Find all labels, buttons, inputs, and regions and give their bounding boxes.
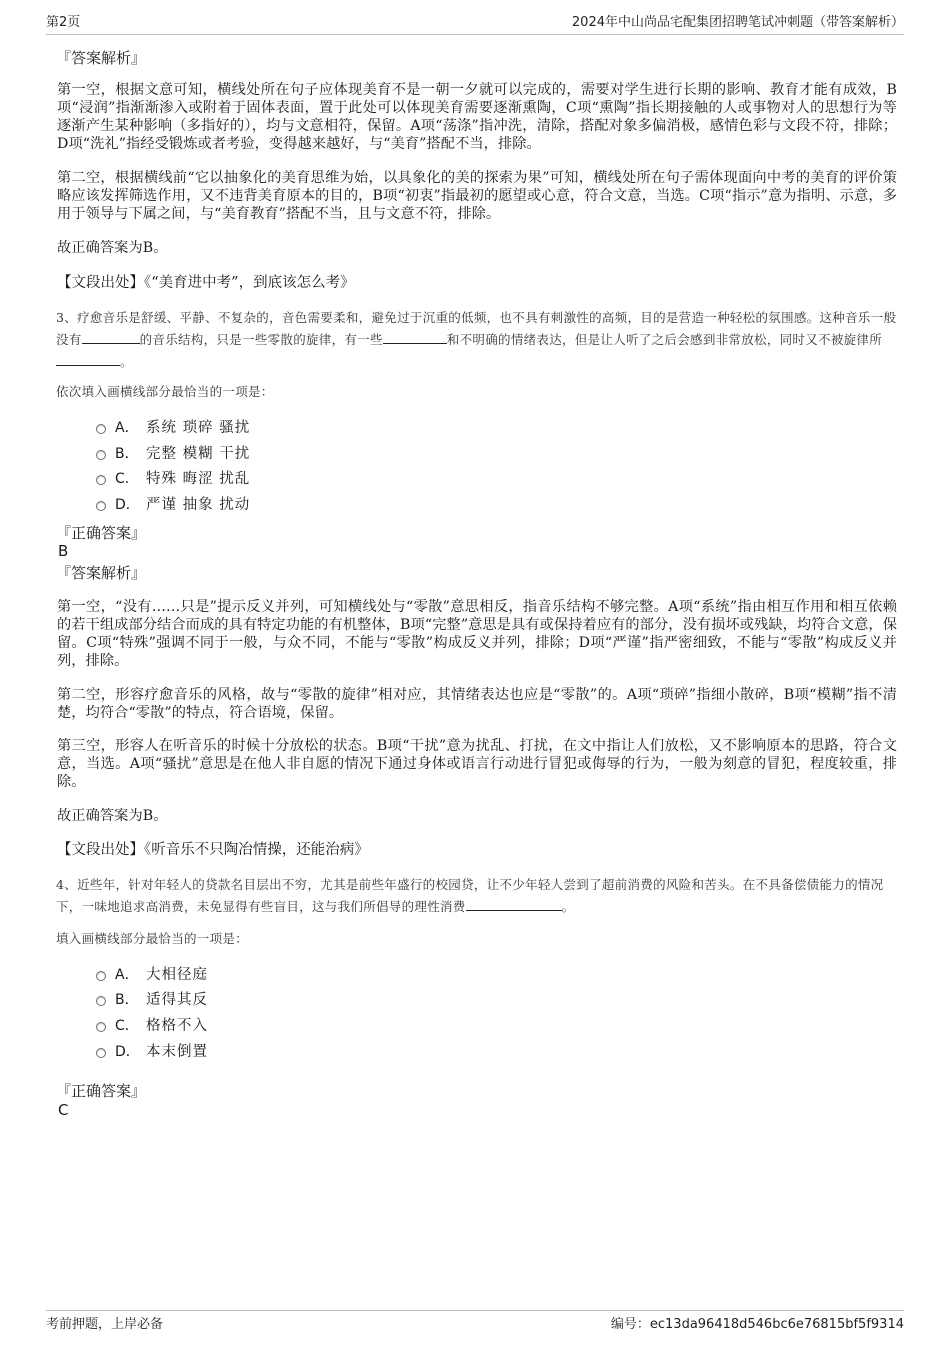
option-text: 系统 琐碎 骚扰: [146, 420, 251, 436]
analysis-label: 『答案解析』: [56, 564, 147, 582]
option-text: 特殊 晦涩 扰乱: [146, 471, 251, 487]
analysis-conclusion: 故正确答案为B。: [57, 240, 168, 256]
analysis-paragraph: 第一空，根据文意可知，横线处所在句子应体现美育不是一朝一夕就可以完成的，需要对学生进行长期的影响、教育才能有成效，B项“浸润”指渐渐渗入或附着于固体表面，置于此处可以体现美育需要逐渐熏陶，C项“熏陶”指长期接触的人或事物对人的思想行为等逐渐产生某种影响（多指好的），均与文意相符，保留。A项“荡涤”指冲洗，清除，搭配对象多偏消极，感情色彩与文段不符，排除；D项“洗礼”指经受锻炼或者考验，变得越来越好，与“美育”搭配不当，排除。: [57, 82, 897, 152]
option-letter: C．: [115, 471, 139, 487]
page-header: [46, 14, 904, 35]
page-number: 第2页: [46, 15, 81, 30]
option-letter: A．: [115, 420, 139, 436]
radio-button[interactable]: [96, 1048, 106, 1058]
radio-button[interactable]: [96, 475, 106, 485]
question-prompt: 依次填入画横线部分最恰当的一项是：: [56, 384, 274, 399]
correct-answer-label: 『正确答案』: [56, 524, 147, 542]
question-prompt: 填入画横线部分最恰当的一项是：: [56, 931, 249, 946]
option-letter: B．: [115, 446, 139, 462]
option-text: 格格不入: [146, 1018, 208, 1034]
fill-blank: [82, 329, 140, 344]
analysis-label: 『答案解析』: [56, 49, 147, 67]
radio-button[interactable]: [96, 450, 106, 460]
option-letter: C．: [115, 1018, 139, 1034]
option-letter: D．: [115, 1044, 140, 1060]
source-prefix: 【文段出处】: [57, 275, 144, 291]
correct-answer-label: 『正确答案』: [56, 1082, 147, 1100]
radio-button[interactable]: [96, 1022, 106, 1032]
source-citation: [57, 273, 355, 293]
radio-button[interactable]: [96, 971, 106, 981]
question-stem: 3、疗愈音乐是舒缓、平静、不复杂的，音色需要柔和，避免过于沉重的低频，也不具有刺激性的高频，目的是营造一种轻松的氛围感。这种音乐一般没有 的音乐结构，只是一些零散的旋律，有一些 和不明确的情绪表达，但是让人听了之后会感到非常放松，同时又不被旋律所。: [56, 310, 897, 369]
question-number: 3、: [56, 310, 78, 325]
document-id: 编号：ec13da96418d546bc6e76815bf5f9314: [610, 1317, 904, 1332]
radio-button[interactable]: [96, 424, 106, 434]
option-text: 大相径庭: [146, 967, 208, 983]
correct-answer: B: [58, 542, 69, 560]
correct-answer: C: [58, 1101, 69, 1119]
option-letter: A．: [115, 967, 139, 983]
analysis-paragraph: 第二空，根据横线前“它以抽象化的美育思维为始，以具象化的美的探索为果”可知，横线处所在句子需体现面向中考的美育的评价策略应该发挥筛选作用，又不违背美育原本的目的，B项“初衷”指最初的愿望或心意，符合文意，当选。C项“指示”意为指明、示意，多用于领导与下属之间，与“美育教育”搭配不当，且与文意不符，排除。: [57, 170, 897, 222]
radio-button[interactable]: [96, 996, 106, 1006]
source-citation: [57, 840, 369, 860]
option-text: 本末倒置: [146, 1044, 208, 1060]
fill-blank: [383, 329, 447, 344]
question-stem: 4、近些年，针对年轻人的贷款名目层出不穷，尤其是前些年盛行的校园贷，让不少年轻人尝到了超前消费的风险和苦头。在不具备偿债能力的情况下，一味地追求高消费，未免显得有些盲目，这与我们所倡导的理性消费 。: [56, 877, 884, 914]
fill-blank: [466, 896, 562, 911]
analysis-paragraph: 第二空，形容疗愈音乐的风格，故与“零散的旋律”相对应，其情绪表达也应是“零散”的。A项“琐碎”指细小散碎，B项“模糊”指不清楚，均符合“零散”的特点，符合语境，保留。: [57, 687, 897, 721]
footer-slogan: 考前押题，上岸必备: [46, 1317, 164, 1332]
question-number: 4、: [56, 877, 78, 892]
option-text: 完整 模糊 干扰: [146, 446, 251, 462]
analysis-paragraph: 第一空，“没有……只是”提示反义并列，可知横线处与“零散”意思相反，指音乐结构不够完整。A项“系统”指由相互作用和相互依赖的若干组成部分结合而成的具有特定功能的有机整体，B项“完整”意思是具有或保持着应有的部分，没有损坏或残缺，均符合文意，保留。C项“特殊”强调不同于一般，与众不同，不能与“零散”构成反义并列，排除；D项“严谨”指严密细致，不能与“零散”构成反义并列，排除。: [57, 599, 897, 669]
option-letter: D．: [115, 497, 140, 513]
option-text: 适得其反: [146, 992, 208, 1008]
fill-blank: [56, 351, 120, 366]
page-footer: [46, 1310, 904, 1337]
source-prefix: 【文段出处】: [57, 842, 144, 858]
source-title: 《“美育进中考”，到底该怎么考》: [144, 275, 355, 291]
document-title: 2024年中山尚品宅配集团招聘笔试冲刺题（带答案解析）: [571, 15, 904, 30]
radio-button[interactable]: [96, 501, 106, 511]
source-title: 《听音乐不只陶冶情操，还能治病》: [144, 842, 369, 858]
analysis-paragraph: 第三空，形容人在听音乐的时候十分放松的状态。B项“干扰”意为扰乱、打扰，在文中指让人们放松，又不影响原本的思路，符合文意，当选。A项“骚扰”意思是在他人非自愿的情况下通过身体或语言行动进行冒犯或侮辱的行为，一般为刻意的冒犯，程度较重，排除。: [57, 738, 897, 790]
analysis-conclusion: 故正确答案为B。: [57, 808, 168, 824]
option-letter: B．: [115, 992, 139, 1008]
option-text: 严谨 抽象 扰动: [146, 497, 251, 513]
